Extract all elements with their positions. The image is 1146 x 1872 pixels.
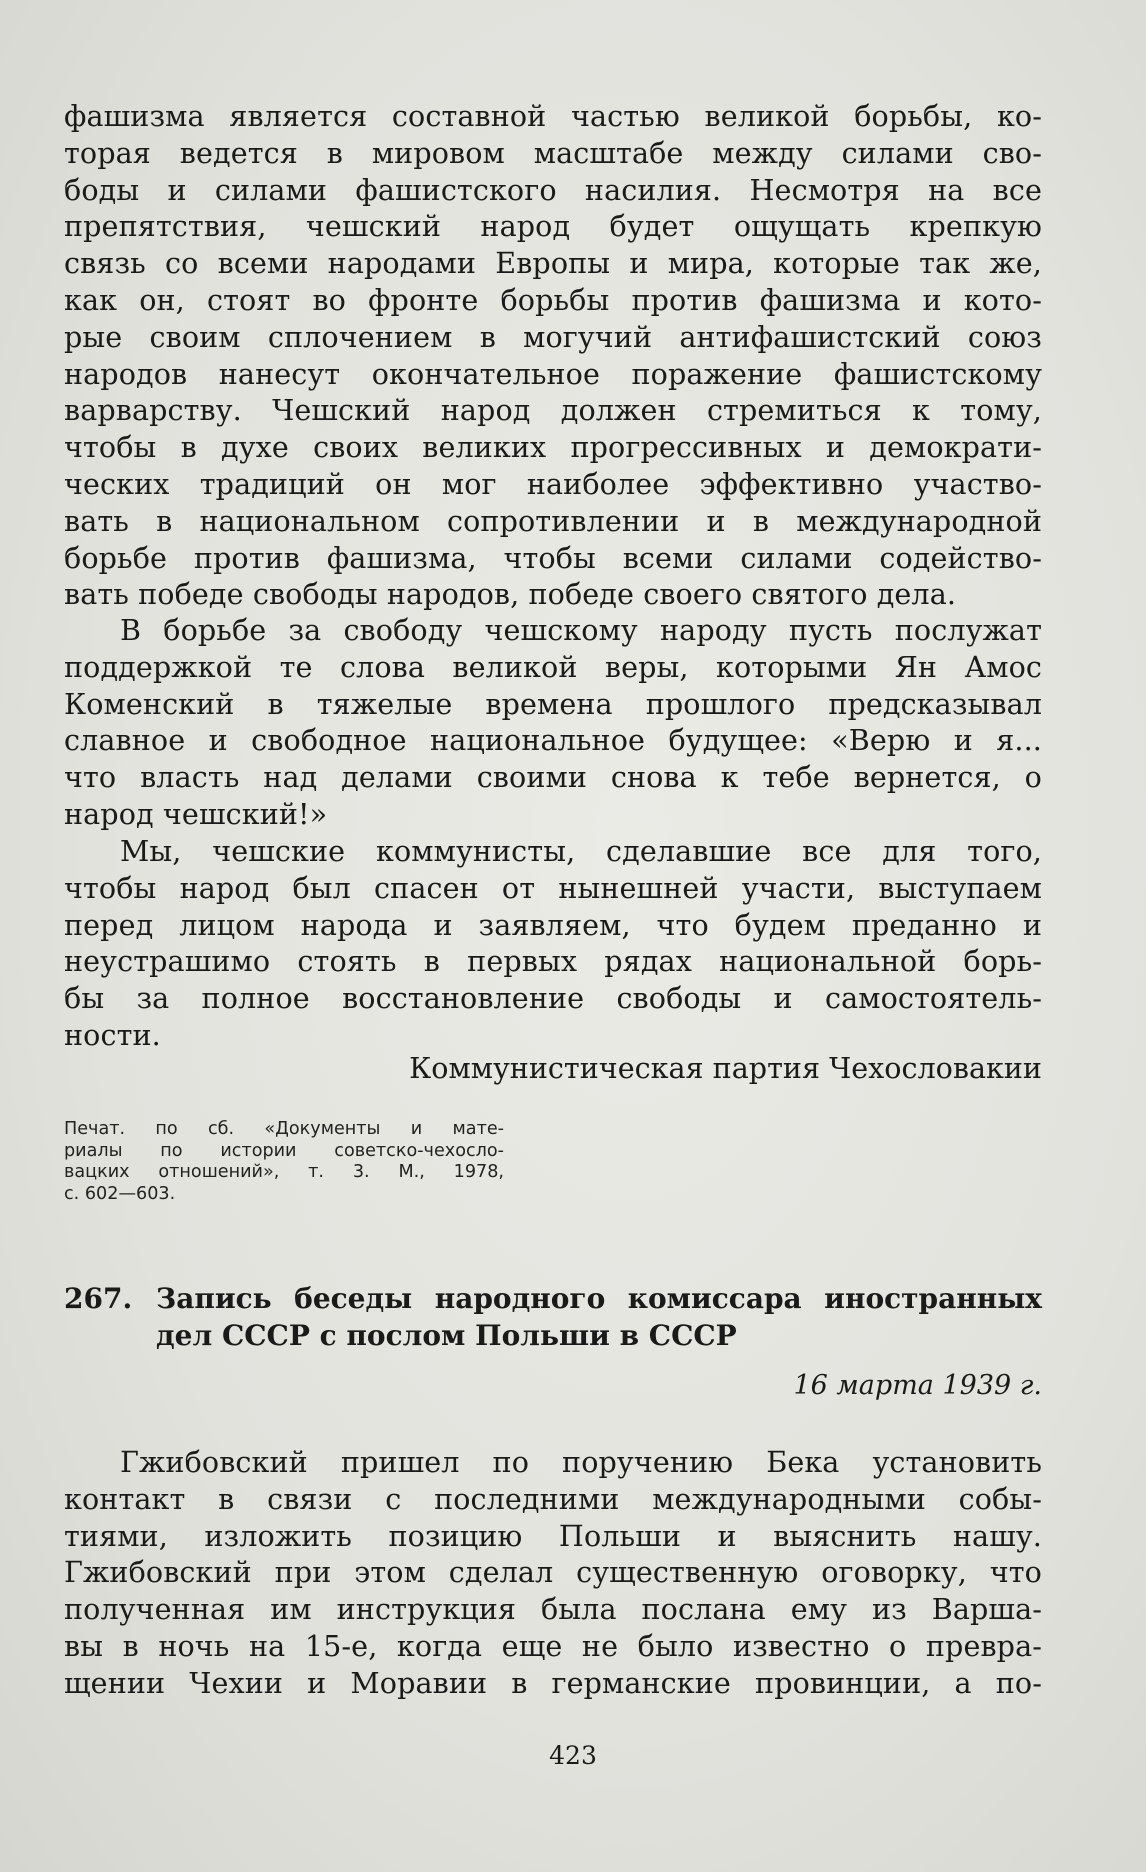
source-line: вацких отношений», т. 3. М., 1978, bbox=[64, 1162, 504, 1182]
text-line: рые своим сплочением в могучий антифашистский союз bbox=[64, 319, 1042, 354]
paragraph-comenius-quote bbox=[64, 612, 1042, 833]
text-line: чтобы в духе своих великих прогрессивных и демократи- bbox=[64, 430, 1042, 465]
text-line: вать в национальном сопротивлении и в международной bbox=[64, 503, 1042, 538]
document-title-line: Запись беседы народного комиссара иностранных bbox=[156, 1282, 1042, 1315]
text-line: В борьбе за свободу чешскому народу пусть послужат bbox=[120, 613, 1042, 647]
text-line: перед лицом народа и заявляем, что будем преданно и bbox=[64, 907, 1042, 942]
text-line: вы в ночь на 15-е, когда еще не было известно о превра- bbox=[64, 1628, 1042, 1663]
text-line: тиями, изложить позицию Польши и выяснить нашу. bbox=[64, 1518, 1042, 1553]
text-line: Коменский в тяжелые времена прошлого предсказывал bbox=[64, 686, 1042, 721]
text-line: торая ведется в мировом масштабе между силами сво- bbox=[64, 135, 1042, 170]
paragraph-continuation bbox=[64, 98, 1042, 613]
text-line: связь со всеми народами Европы и мира, которые так же, bbox=[64, 246, 1042, 281]
document-heading bbox=[64, 1280, 1042, 1354]
source-line: с. 602—603. bbox=[64, 1183, 176, 1204]
text-line: ности. bbox=[64, 1017, 161, 1052]
text-line: фашизма является составной частью великой борьбы, ко- bbox=[64, 99, 1042, 133]
document-title-line: дел СССР с послом Польши в СССР bbox=[156, 1319, 737, 1352]
document-body bbox=[64, 1444, 1042, 1702]
text-line: боды и силами фашистского насилия. Несмотря на все bbox=[64, 172, 1042, 207]
text-line: что власть над делами своими снова к тебе вернется, о bbox=[64, 760, 1042, 795]
page-number: 423 bbox=[549, 1741, 597, 1770]
text-line: поддержкой те слова великой веры, которыми Ян Амос bbox=[64, 649, 1042, 684]
text-line: Гжибовский при этом сделал существенную оговорку, что bbox=[64, 1555, 1042, 1590]
text-line: неустрашимо стоять в первых рядах национальной борь- bbox=[64, 944, 1042, 979]
signature: Коммунистическая партия Чехословакии bbox=[409, 1051, 1042, 1085]
document-date: 16 марта 1939 г. bbox=[793, 1370, 1042, 1401]
source-line: Печат. по сб. «Документы и мате- bbox=[64, 1119, 504, 1139]
source-line: риалы по истории советско-чехосло- bbox=[64, 1140, 504, 1161]
text-line: Гжибовский пришел по поручению Бека установить bbox=[120, 1445, 1042, 1479]
text-line: варварству. Чешский народ должен стремиться к тому, bbox=[64, 393, 1042, 428]
text-line: народов нанесут окончательное поражение фашистскому bbox=[64, 356, 1042, 391]
source-note bbox=[64, 1119, 504, 1205]
text-line: вать победе свободы народов, победе своего святого дела. bbox=[64, 577, 957, 612]
text-line: Мы, чешские коммунисты, сделавшие все для того, bbox=[120, 834, 1042, 868]
text-line: контакт в связи с последними международными собы- bbox=[64, 1481, 1042, 1516]
text-line: препятствия, чешский народ будет ощущать крепкую bbox=[64, 209, 1042, 244]
paragraph-communists-statement bbox=[64, 833, 1042, 1054]
document-number: 267. bbox=[64, 1282, 133, 1315]
text-line: чтобы народ был спасен от нынешней участи, выступаем bbox=[64, 870, 1042, 905]
text-line: как он, стоят во фронте борьбы против фашизма и кото- bbox=[64, 282, 1042, 317]
text-line: полученная им инструкция была послана ему из Варша- bbox=[64, 1592, 1042, 1627]
text-line: борьбе против фашизма, чтобы всеми силами содейство- bbox=[64, 540, 1042, 575]
text-line: славное и свободное национальное будущее: «Верю и я... bbox=[64, 723, 1042, 758]
text-line: щении Чехии и Моравии в германские провинции, а по- bbox=[64, 1665, 1042, 1700]
text-line: ческих традиций он мог наиболее эффективно участво- bbox=[64, 466, 1042, 501]
text-line: народ чешский!» bbox=[64, 796, 328, 831]
text-line: бы за полное восстановление свободы и самостоятель- bbox=[64, 981, 1042, 1016]
